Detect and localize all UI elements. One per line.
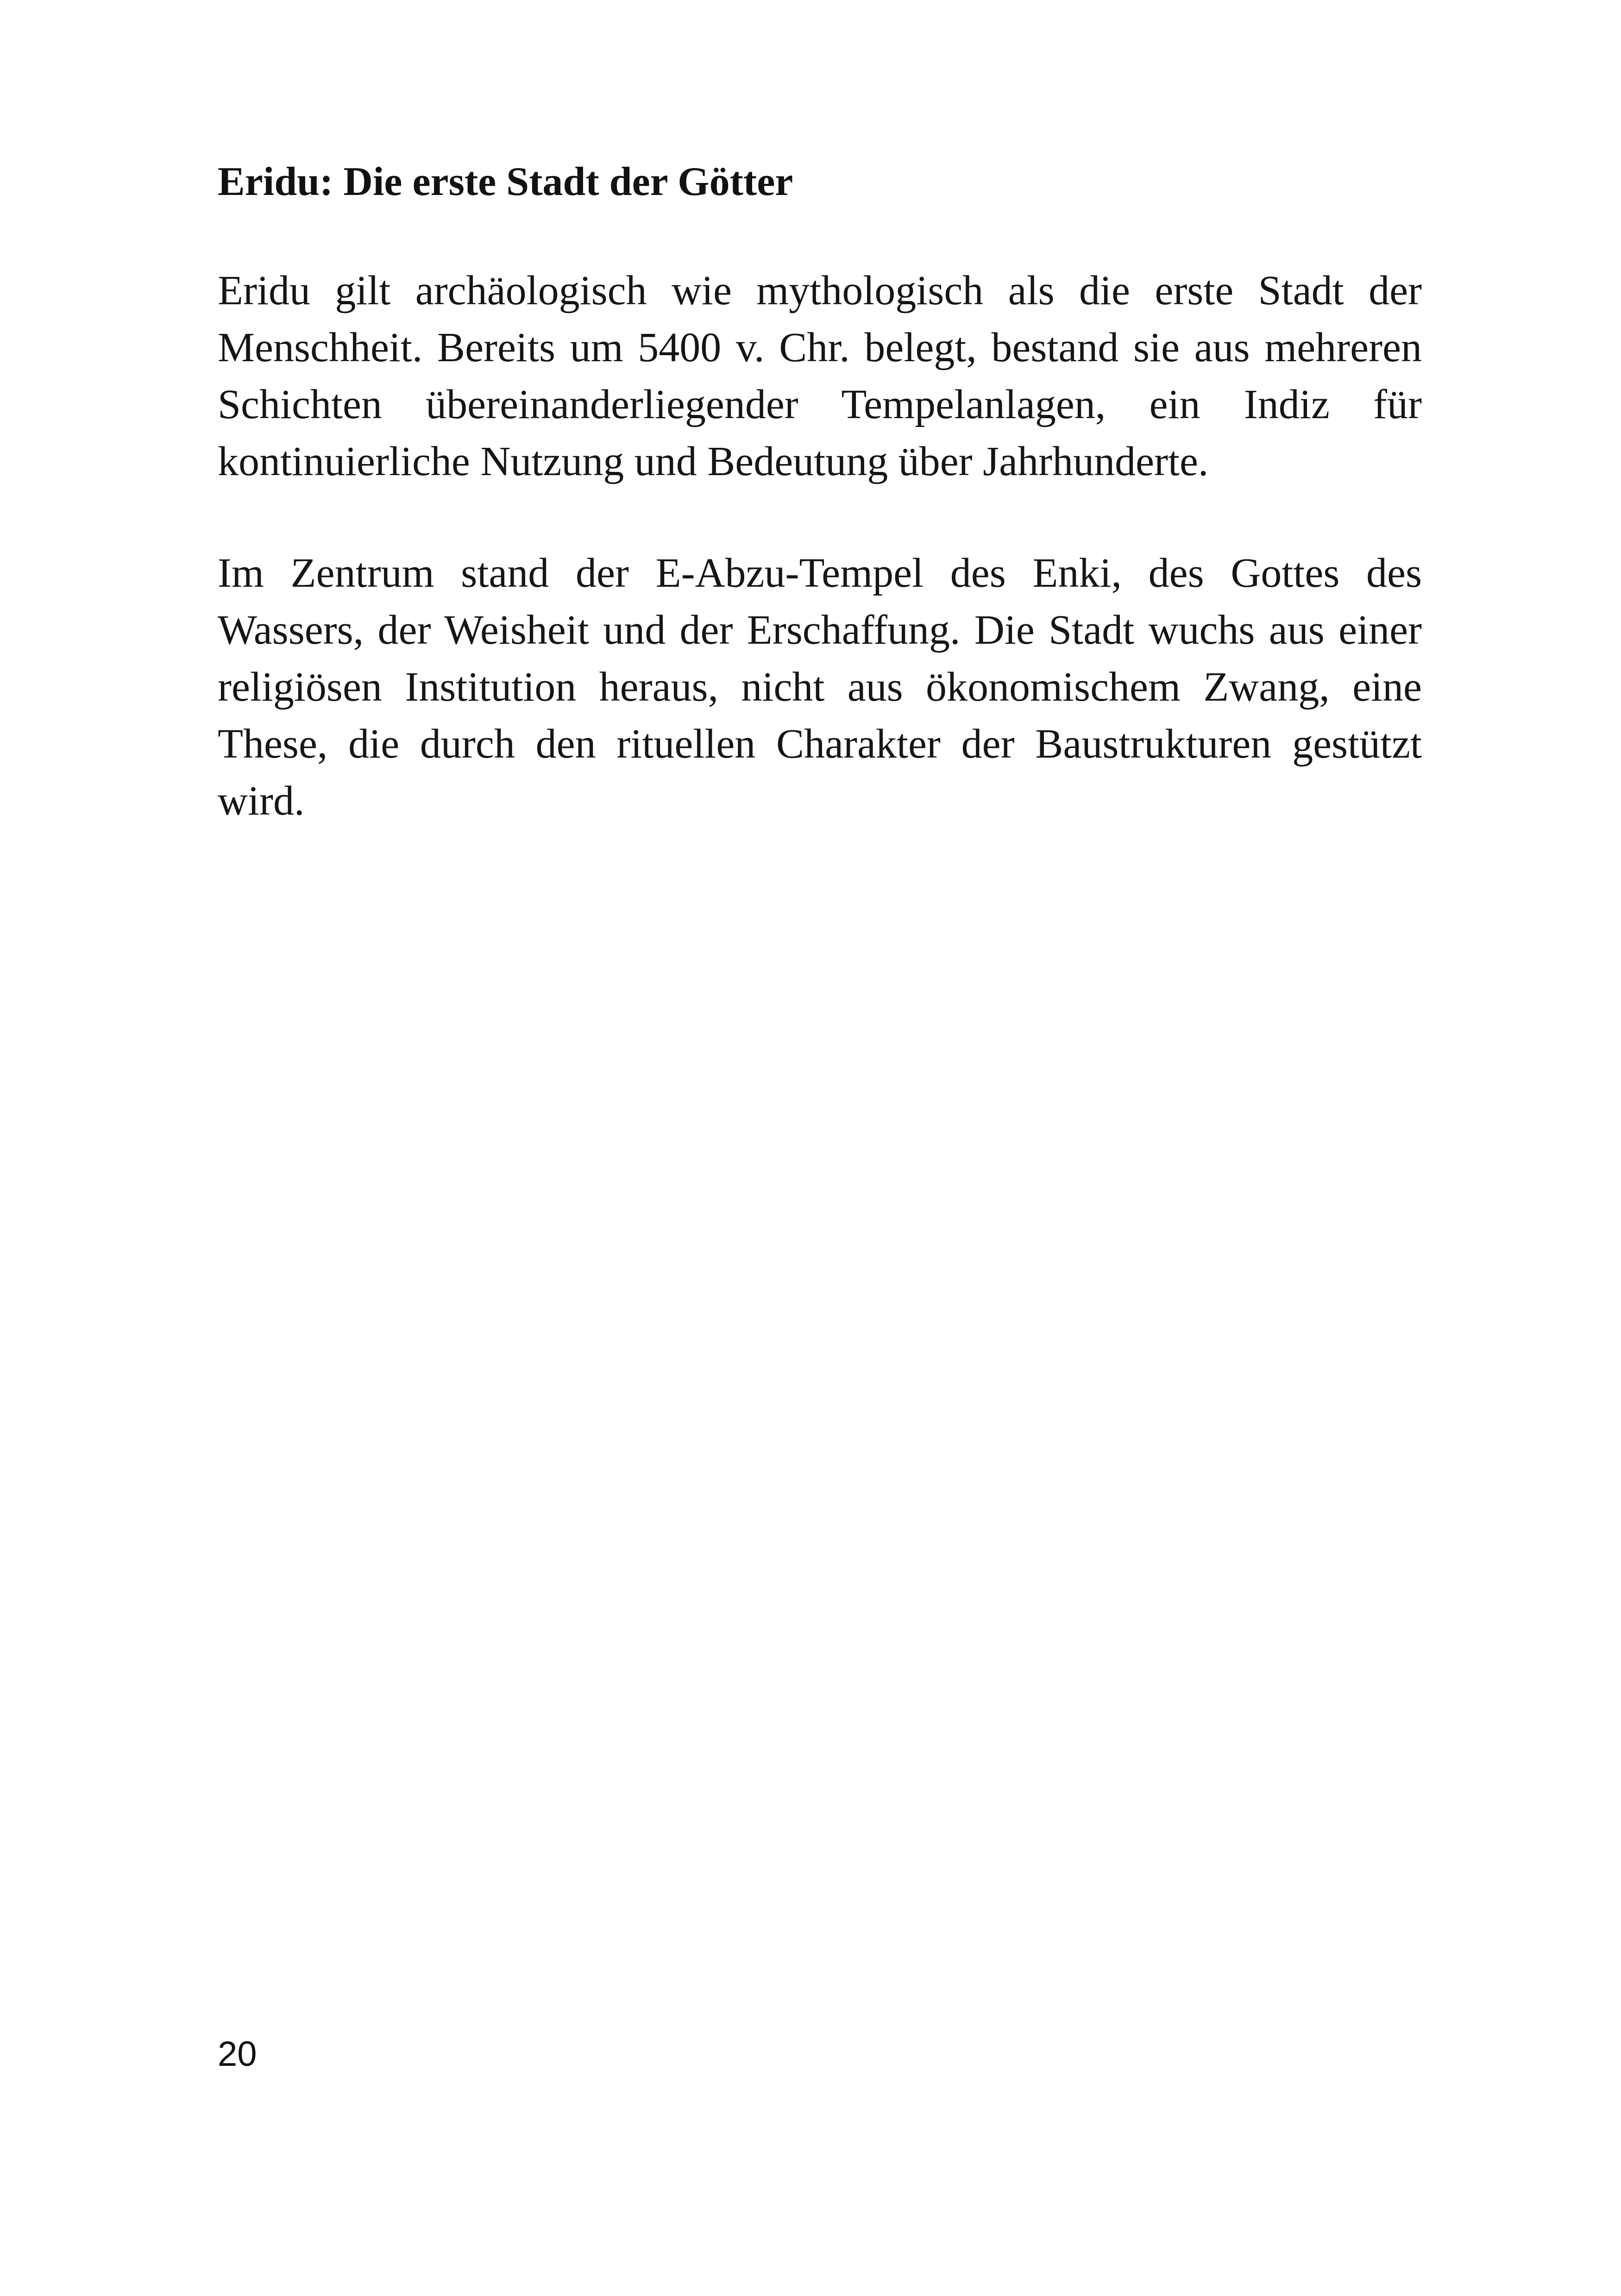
section-heading: Eridu: Die erste Stadt der Götter (218, 159, 793, 204)
page-number: 20 (218, 2034, 257, 2074)
body-paragraph: Eridu gilt archäologisch wie mythologisch als die erste Stadt der Menschheit. Bereits um 5400 v. Chr. belegt, bestand sie aus mehreren Schichten übereinanderliegender Tempelanlagen, ein Indiz für kontinuierliche Nutzung und Bedeutung über Jahrhunderte. (218, 267, 1422, 484)
body-paragraph: Im Zentrum stand der E-Abzu-Tempel des Enki, des Gottes des Wassers, der Weisheit und der Erschaffung. Die Stadt wuchs aus einer religiösen Institution heraus, nicht aus ökonomischem Zwang, eine These, die durch den rituellen Charakter der Baustrukturen gestützt wird. (218, 550, 1422, 824)
page-content (218, 157, 1422, 884)
